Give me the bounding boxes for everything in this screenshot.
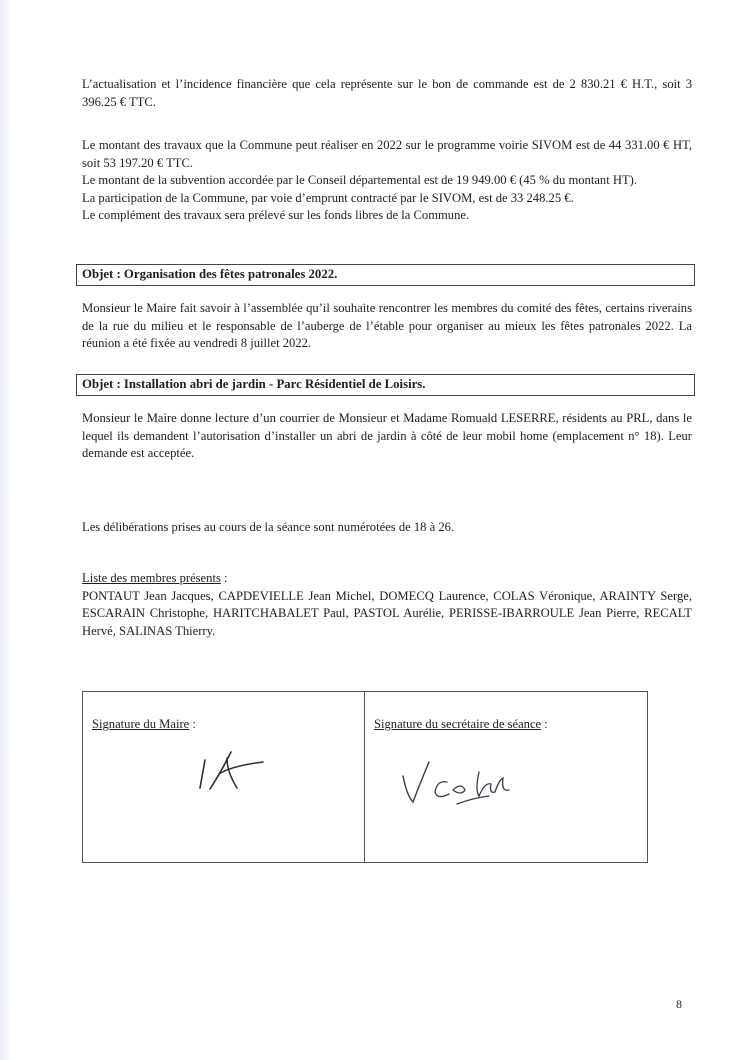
members-list: PONTAUT Jean Jacques, CAPDEVIELLE Jean Michel, DOMECQ Laurence, COLAS Véronique, ARAINTY Serge, ESCARAIN Christophe, HARITCHABALET Paul, PASTOL Aurélie, PERISSE-IBARROULE Jean Pierre, RECALT Hervé, SALINAS Thierry. (82, 588, 692, 638)
label-suffix: : (541, 717, 548, 731)
text-line: Le montant de la subvention accordée par le Conseil départemental est de 19 949.00 € (45 % du montant HT). (82, 173, 638, 187)
section-body-fetes: Monsieur le Maire fait savoir à l’assemblée qu’il souhaite rencontrer les membres du comité des fêtes, certains riverains de la rue du milieu et le responsable de l’auberge de l’étable pour organiser au mieux les fêtes patronales 2022. La réunion a été fixée au vendredi 8 juillet 2022. (82, 301, 692, 350)
text-line: Le complément des travaux sera prélevé sur les fonds libres de la Commune. (82, 208, 470, 222)
text-line: Le montant des travaux que la Commune peut réaliser en 2022 sur le programme voirie SIVOM est de 44 331.00 € HT, soit 53 197.20 € TTC. (82, 138, 692, 170)
paragraph-road-works (82, 137, 692, 225)
signature-table (82, 691, 648, 863)
section-title-fetes: Objet : Organisation des fêtes patronales 2022. (76, 264, 695, 286)
page-number: 8 (676, 997, 682, 1011)
members-heading-suffix: : (220, 571, 228, 585)
secretary-signature-icon (395, 752, 555, 812)
secretary-signature-label (374, 716, 548, 734)
mayor-signature-label (92, 716, 196, 734)
section-title-abri-jardin: Objet : Installation abri de jardin - Parc Résidentiel de Loisirs. (76, 374, 695, 396)
deliberations-note: Les délibérations prises au cours de la séance sont numérotées de 18 à 26. (82, 520, 455, 534)
text-line: La participation de la Commune, par voie d’emprunt contracté par le SIVOM, est de 33 248.25 €. (82, 190, 574, 205)
paragraph-financial-update: L’actualisation et l’incidence financière que cela représente sur le bon de commande est de 2 830.21 € H.T., soit 3 396.25 € TTC. (82, 77, 692, 109)
page-edge-shadow (0, 0, 12, 1060)
secretary-signature-cell (365, 692, 647, 862)
members-heading (82, 570, 692, 588)
members-present (82, 570, 692, 640)
mayor-signature-icon (191, 744, 281, 794)
mayor-signature-cell (83, 692, 365, 862)
secretary-signature-label-text: Signature du secrétaire de séance (374, 717, 542, 731)
label-suffix: : (189, 717, 196, 731)
mayor-signature-label-text: Signature du Maire (92, 717, 190, 731)
members-heading-text: Liste des membres présents (82, 571, 221, 585)
section-body-abri-jardin: Monsieur le Maire donne lecture d’un courrier de Monsieur et Madame Romuald LESERRE, résidents au PRL, dans le lequel ils demandent l’autorisation d’installer un abri de jardin à côté de leur mobil home (emplacement n° 18). Leur demande est acceptée. (82, 411, 692, 460)
